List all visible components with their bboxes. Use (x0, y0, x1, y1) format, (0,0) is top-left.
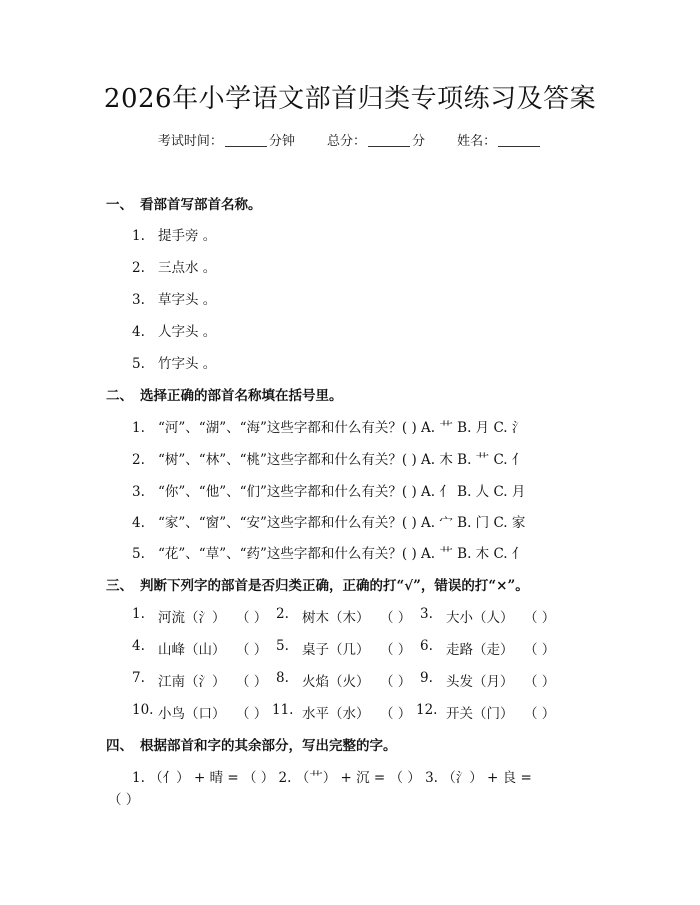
answer-blank: （ ） (380, 674, 412, 690)
answer-blank: （ ） (524, 674, 556, 690)
item-number: 11. (272, 702, 294, 718)
list-item (132, 288, 216, 308)
answer-blank: （ ） (524, 642, 556, 658)
time-unit: 分钟 (268, 134, 295, 149)
section-title: 选择正确的部首名称填在括号里。 (140, 388, 343, 404)
question-item (132, 480, 525, 500)
section-title: 看部首写部首名称。 (140, 197, 262, 213)
question-item (132, 448, 525, 468)
name-label: 姓名： (457, 134, 497, 149)
answer-blank: （ ） (380, 642, 412, 658)
section-number: 三、 (106, 578, 133, 594)
name-blank (498, 134, 540, 147)
item-text: 人字头 。 (158, 324, 217, 340)
item-number: 4. (132, 638, 145, 654)
item-word: 开关（门） (446, 706, 514, 722)
section-3-heading (106, 574, 529, 594)
list-item (132, 320, 216, 340)
item-word: 树木（木） (302, 610, 370, 626)
list-item (132, 352, 216, 372)
item-text: 草字头 。 (158, 292, 217, 308)
time-field (158, 130, 295, 149)
item-number: 1. (132, 228, 145, 244)
score-field (327, 130, 425, 149)
item-number: 2. (276, 606, 289, 622)
item-word: 江南（氵） (158, 674, 226, 690)
item-number: 3. (420, 606, 433, 622)
item-text: 竹字头 。 (158, 356, 217, 372)
section-4-heading (106, 734, 397, 754)
item-number: 2. (132, 260, 145, 276)
time-label: 考试时间： (157, 134, 223, 149)
exam-info (0, 130, 700, 149)
item-number: 12. (416, 702, 438, 718)
item-word: 水平（水） (302, 706, 370, 722)
list-item (132, 256, 216, 276)
item-word: 山峰（山） (158, 642, 226, 658)
compose-question-line: 1. （亻） + 晴 = （ ） 2. （艹） + 沉 = （ ） 3. （氵） + 良 = (132, 770, 532, 786)
item-word: 头发（月） (446, 674, 514, 690)
section-number: 四、 (106, 738, 133, 754)
item-number: 10. (132, 702, 154, 718)
question-item (132, 416, 525, 436)
answer-blank: （ ） (524, 610, 556, 626)
answer-blank: （ ） (236, 706, 268, 722)
item-word: 大小（人） (446, 610, 514, 626)
list-item (132, 224, 216, 244)
item-number: 4. (132, 515, 145, 531)
section-1-heading (106, 193, 262, 213)
item-number: 3. (132, 484, 145, 500)
item-number: 6. (420, 638, 433, 654)
item-text: “树”、“林”、“桃”这些字都和什么有关？( ) A. 木 B. 艹 C. 亻 (158, 452, 526, 468)
answer-blank: （ ） (236, 610, 268, 626)
item-word: 小鸟（口） (158, 706, 226, 722)
item-number: 5. (276, 638, 289, 654)
item-number: 1. (132, 606, 145, 622)
question-item (132, 511, 525, 531)
item-text: “家”、“窗”、“安”这些字都和什么有关？( ) A. 宀 B. 门 C. 家 (158, 515, 526, 531)
score-blank (368, 134, 410, 147)
item-number: 8. (276, 670, 289, 686)
time-blank (225, 134, 267, 147)
score-unit: 分 (412, 134, 426, 149)
answer-blank: （ ） (380, 706, 412, 722)
item-word: 桌子（几） (302, 642, 370, 658)
answer-blank: （ ） (236, 642, 268, 658)
item-number: 5. (132, 546, 145, 562)
score-label: 总分： (326, 134, 366, 149)
answer-blank: （ ） (524, 706, 556, 722)
item-number: 5. (132, 356, 145, 372)
item-word: 河流（氵） (158, 610, 226, 626)
item-text: 提手旁 。 (158, 228, 217, 244)
item-number: 2. (132, 452, 145, 468)
item-number: 1. (132, 420, 145, 436)
item-text: “你”、“他”、“们”这些字都和什么有关？( ) A. 亻 B. 人 C. 月 (158, 484, 526, 500)
item-text: “花”、“草”、“药”这些字都和什么有关？( ) A. 艹 B. 木 C. 亻 (158, 546, 526, 562)
answer-blank: （ ） (236, 674, 268, 690)
answer-blank: （ ） (380, 610, 412, 626)
compose-question-line-continued: （ ） (108, 792, 140, 808)
page-title: 2026年小学语文部首归类专项练习及答案 (103, 84, 597, 114)
section-number: 二、 (106, 388, 133, 404)
section-title: 判断下列字的部首是否归类正确，正确的打“√”，错误的打“×”。 (140, 578, 529, 594)
question-item (132, 542, 525, 562)
name-field (457, 130, 542, 149)
section-number: 一、 (106, 197, 133, 213)
section-2-heading (106, 384, 343, 404)
item-number: 3. (132, 292, 145, 308)
item-word: 火焰（火） (302, 674, 370, 690)
item-number: 7. (132, 670, 145, 686)
item-text: 三点水 。 (158, 260, 217, 276)
section-title: 根据部首和字的其余部分，写出完整的字。 (140, 738, 397, 754)
item-number: 9. (420, 670, 433, 686)
item-word: 走路（走） (446, 642, 514, 658)
item-number: 4. (132, 324, 145, 340)
item-text: “河”、“湖”、“海”这些字都和什么有关？( ) A. 艹 B. 月 C. 氵 (158, 420, 526, 436)
